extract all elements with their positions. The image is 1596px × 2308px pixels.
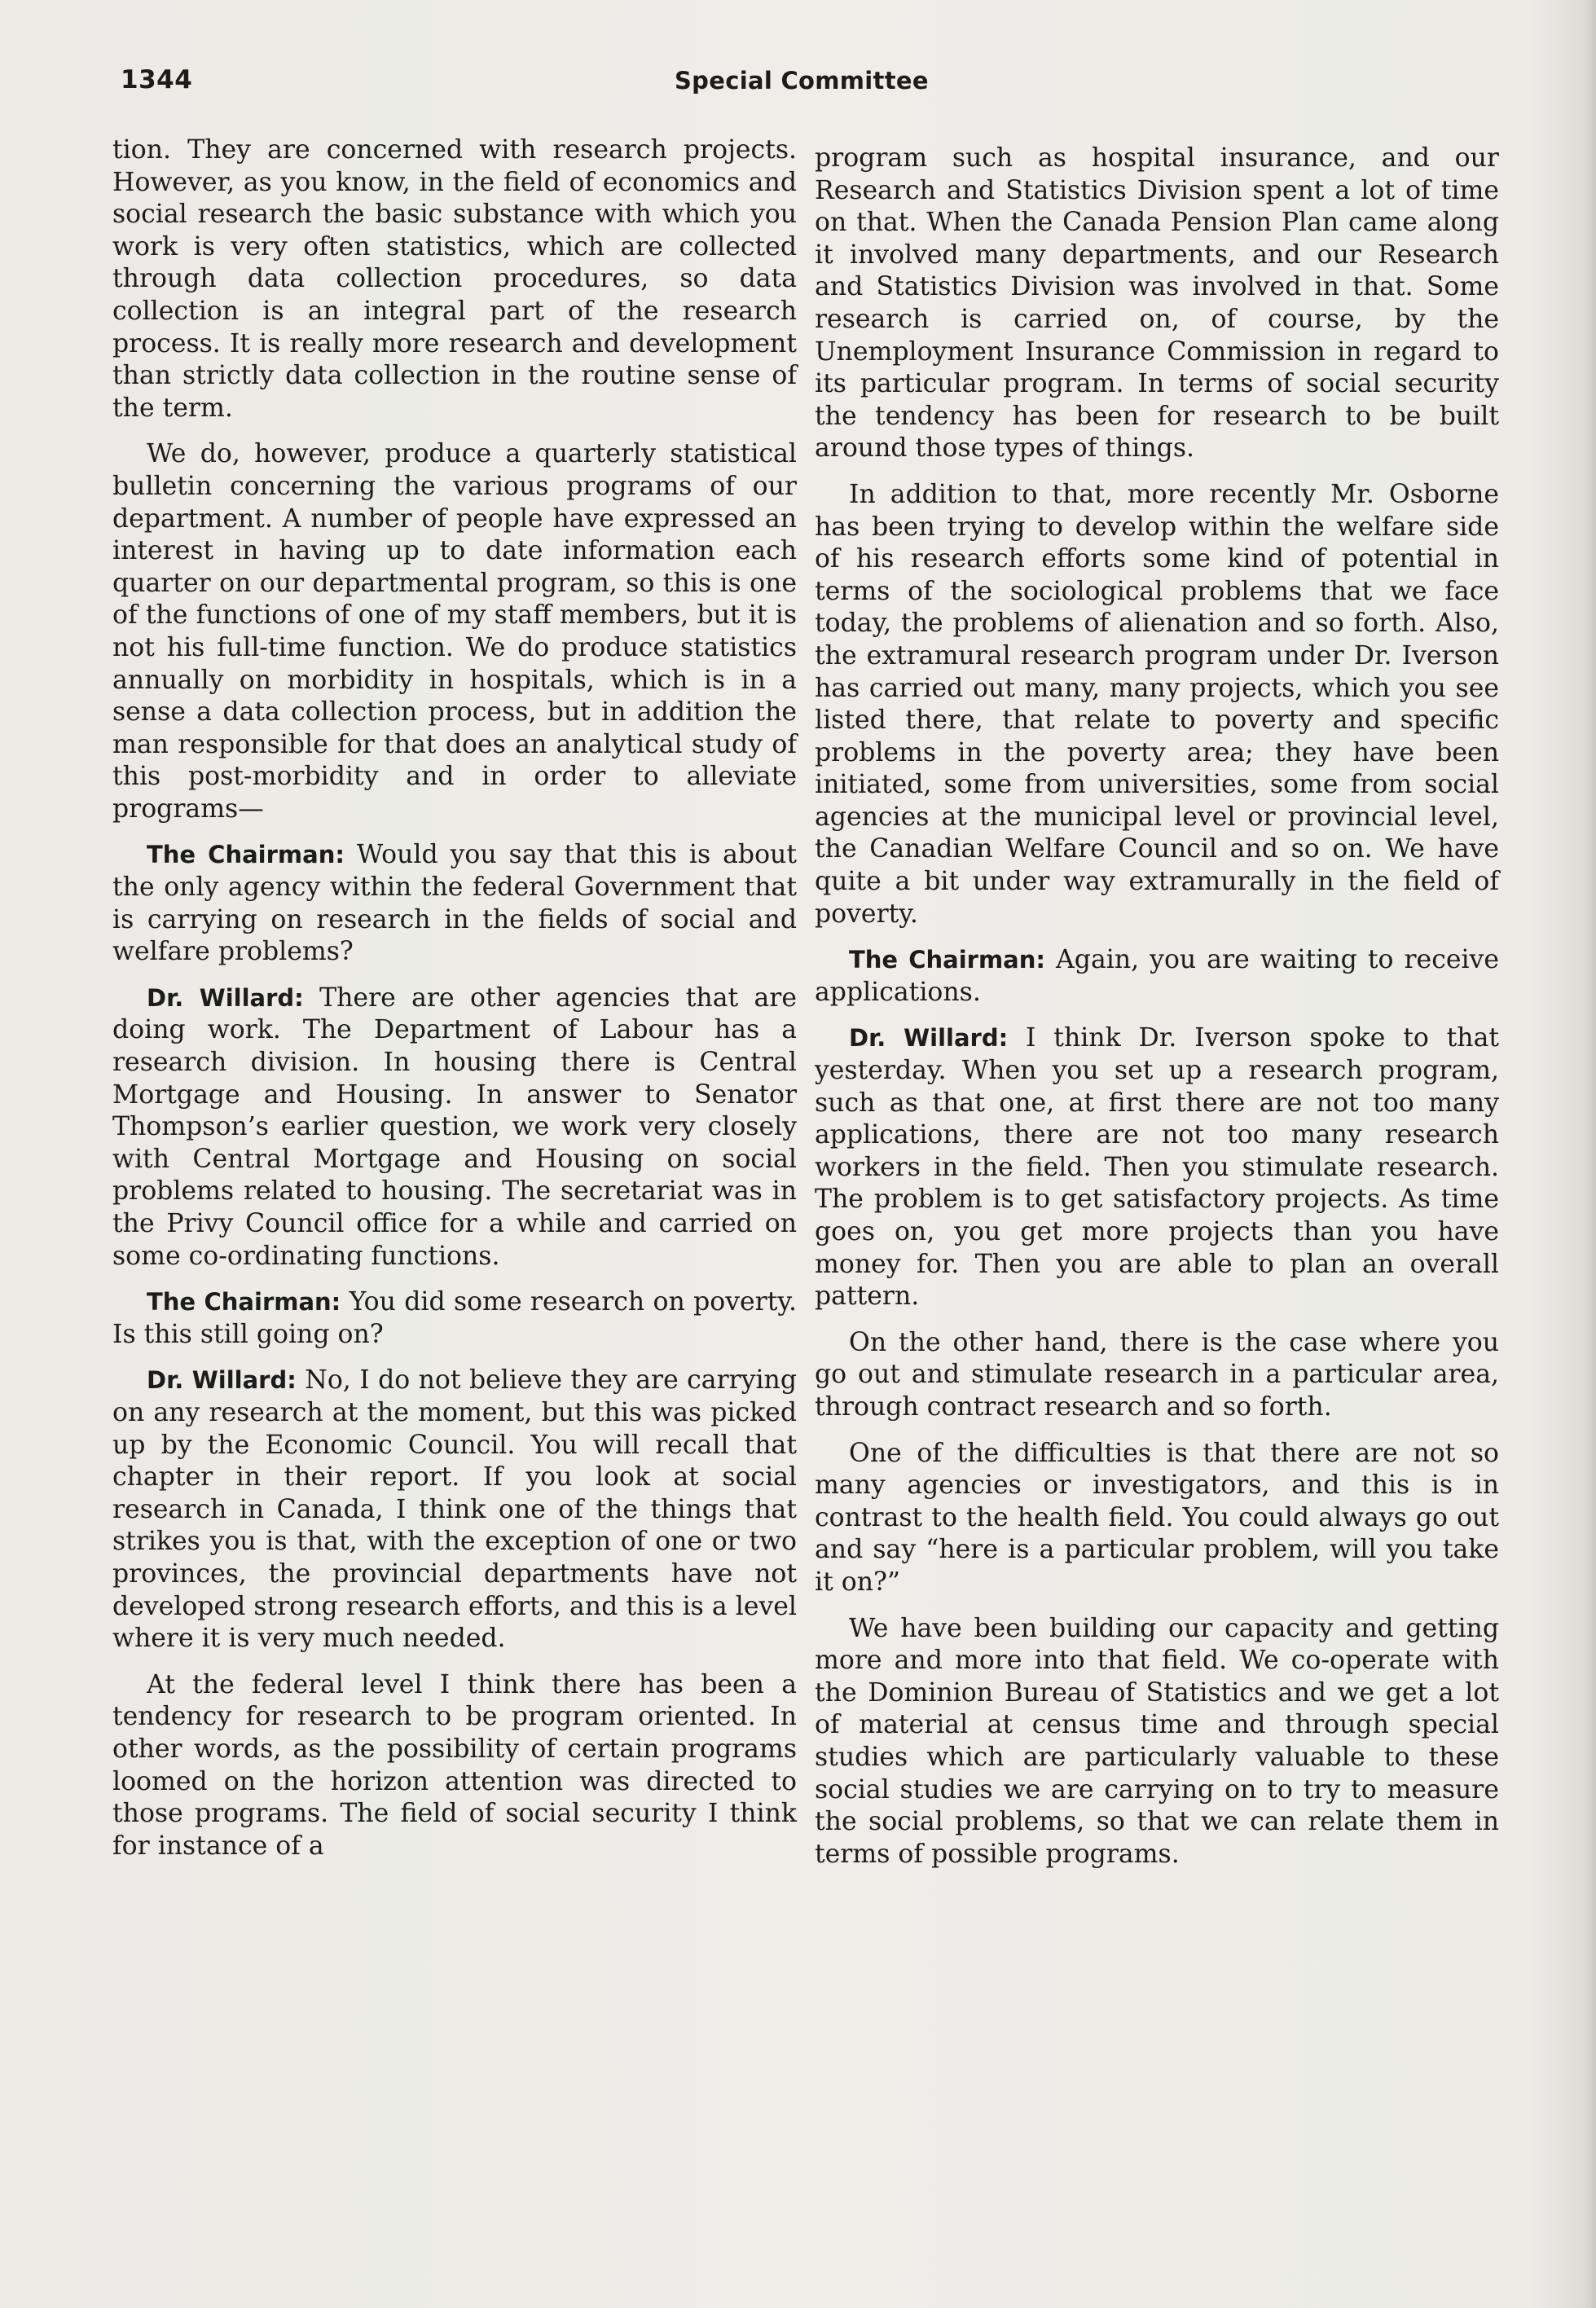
speaker-label: The Chairman: [147, 1288, 341, 1317]
paragraph-text: Again, you are waiting to receive applications. [815, 945, 1499, 1007]
paragraph [112, 134, 797, 424]
speaker-label: The Chairman: [147, 841, 345, 869]
paragraph [112, 983, 797, 1273]
paragraph [815, 1327, 1499, 1424]
page-header [112, 65, 1449, 106]
paragraph-text: No, I do not believe they are carrying on any research at the moment, but this was picked up by the Economic Council. You will recall that chapter in their report. If you look at social research in Canada, I think one of the things that strikes you is that, with the exception of one or two provinces, the provincial departments have not developed strong research efforts, and this is a level where it is very much needed. [112, 1365, 798, 1654]
paragraph-text: One of the difficulties is that there are not so many agencies or investigators, and this is in contrast to the health field. You could always go out and say “here is a particular problem, will you take it on?” [815, 1438, 1499, 1597]
paragraph-text: We do, however, produce a quarterly statistical bulletin concerning the various programs of our department. A number of people have expressed an interest in having up to date information each quarter on our departmental program, so this is one of the functions of one of my staff members, but it is not his full-time function. We do produce statistics annually on morbidity in hospitals, which is in a sense a data collection process, but in addition the man responsible for that does an analytical study of this post-morbidity and in order to alleviate programs— [112, 439, 797, 824]
paragraph-text: There are other agencies that are doing work. The Department of Labour has a research division. In housing there is Central Mortgage and Housing. In answer to Senator Thompson’s earlier question, we work very closely with Central Mortgage and Housing on social problems related to housing. The secretariat was in the Privy Council office for a while and carried on some co-ordinating functions. [112, 983, 797, 1271]
paragraph [815, 1438, 1499, 1599]
speaker-label: Dr. Willard: [147, 983, 304, 1012]
paragraph [112, 1669, 797, 1863]
paragraph [815, 479, 1499, 930]
paragraph [112, 1365, 797, 1655]
paragraph-text: We have been building our capacity and getting more and more into that field. We co-operate with the Dominion Bureau of Statistics and we get a lot of material at census time and through special studies which are particularly valuable to these social studies we are carrying on to try to measure the social problems, so that we can relate them in terms of possible programs. [815, 1613, 1499, 1869]
paragraph [815, 944, 1499, 1009]
paragraph [815, 1022, 1499, 1312]
paragraph [112, 1286, 797, 1351]
paragraph-text: In addition to that, more recently Mr. Osborne has been trying to develop within the welfare side of his research efforts some kind of potential in terms of the sociological problems that we face today, the problems of alienation and so forth. Also, the extramural research program under Dr. Iverson has carried out many, many projects, which you see listed there, that relate to poverty and specific problems in the poverty area; they have been initiated, some from universities, some from social agencies at the municipal level or provincial level, the Canadian Welfare Council and so on. We have quite a bit under way extramurally in the field of poverty. [815, 479, 1499, 929]
paragraph [112, 438, 797, 825]
paragraph-text: At the federal level I think there has been a tendency for research to be program oriented. In other words, as the possibility of certain programs loomed on the horizon attention was directed to those programs. The field of social security I think for instance of a [112, 1669, 797, 1861]
paragraph-text: You did some research on poverty. Is this still going on? [112, 1287, 798, 1349]
left-column [112, 134, 797, 1876]
paragraph-text: On the other hand, there is the case where you go out and stimulate research in a particular area, through contract research and so forth. [815, 1327, 1499, 1422]
paragraph [815, 1613, 1499, 1871]
paragraph-text: I think Dr. Iverson spoke to that yesterday. When you set up a research program, such as that one, at first there are not too many applications, there are not too many research workers in the field. Then you stimulate research. The problem is to get satisfactory projects. As time goes on, you get more projects than you have money for. Then you are able to plan an overall pattern. [815, 1023, 1500, 1312]
running-title: Special Committee [675, 67, 929, 95]
paragraph [112, 839, 797, 968]
page-number: 1344 [121, 65, 193, 95]
page-edge-shadow [1585, 0, 1596, 2308]
paragraph-text: Would you say that this is about the only agency within the federal Government that is carrying on research in the fields of social and welfare problems? [112, 840, 797, 967]
paragraph [815, 143, 1499, 465]
right-column [815, 143, 1499, 1884]
speaker-label: Dr. Willard: [147, 1366, 297, 1395]
paragraph-text: tion. They are concerned with research projects. However, as you know, in the field of economics and social research the basic substance with which you work is very often statistics, which are collected through data collection procedures, so data collection is an integral part of the research process. It is really more research and development than strictly data collection in the routine sense of the term. [112, 135, 797, 423]
paragraph-text: program such as hospital insurance, and our Research and Statistics Division spent a lot of time on that. When the Canada Pension Plan came along it involved many departments, and our Research and Statistics Division was involved in that. Some research is carried on, of course, by the Unemployment Insurance Commission in regard to its particular program. In terms of social security the tendency has been for research to be built around those types of things. [815, 143, 1499, 464]
speaker-label: Dr. Willard: [849, 1024, 1009, 1053]
speaker-label: The Chairman: [849, 946, 1045, 974]
